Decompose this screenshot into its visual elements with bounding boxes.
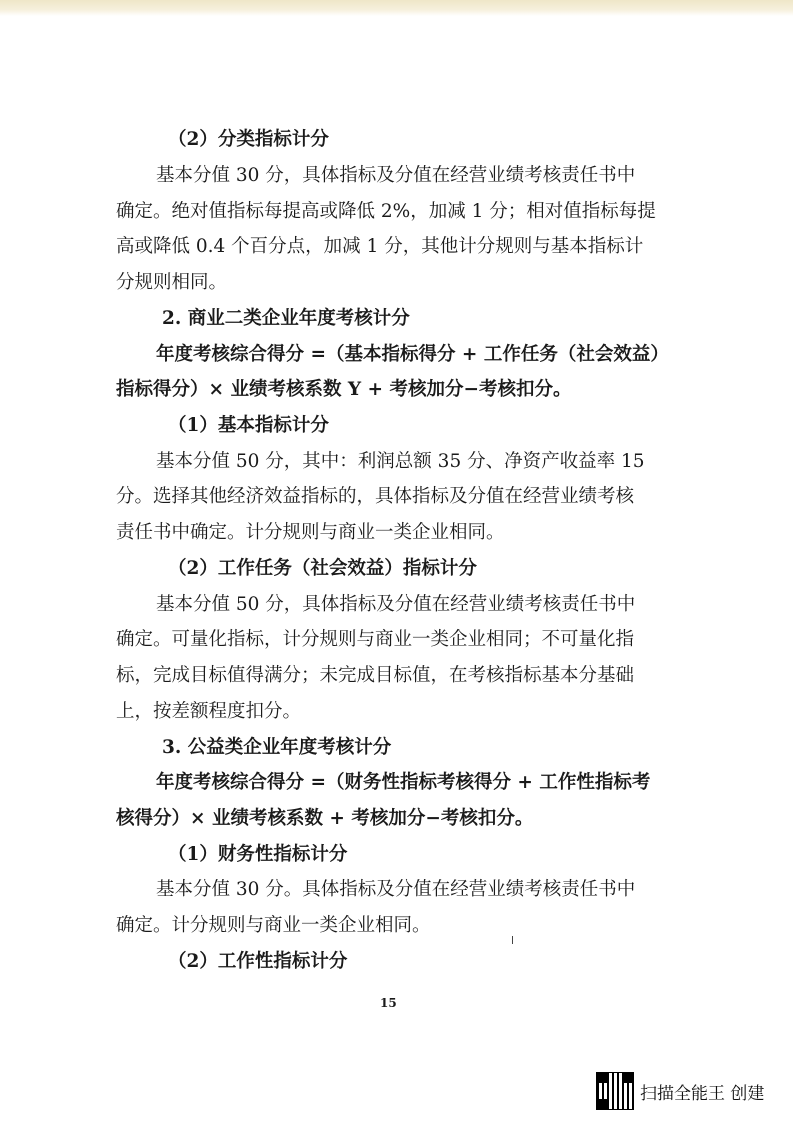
paragraph-line: 确定。计分规则与商业一类企业相同。 (116, 915, 431, 936)
paragraph-line: 基本分值 30 分。具体指标及分值在经营业绩考核责任书中 (156, 879, 636, 900)
heading-task-scoring: （2）工作任务（社会效益）指标计分 (168, 558, 477, 579)
page-number: 15 (380, 996, 397, 1010)
paragraph-line: 标，完成目标值得满分；未完成目标值，在考核指标基本分基础 (116, 665, 635, 686)
heading-classification-scoring: （2）分类指标计分 (168, 129, 329, 150)
paragraph-line: 确定。可量化指标，计分规则与商业一类企业相同；不可量化指 (116, 629, 635, 650)
paragraph-line: 基本分值 50 分，其中：利润总额 35 分、净资产收益率 15 (156, 451, 645, 472)
formula-line: 年度考核综合得分 =（基本指标得分 + 工作任务（社会效益） (156, 344, 669, 365)
formula-line: 指标得分）× 业绩考核系数 Y + 考核加分−考核扣分。 (116, 379, 572, 400)
heading-basic-scoring: （1）基本指标计分 (168, 415, 329, 436)
paragraph-line: 上，按差额程度扣分。 (116, 701, 302, 722)
scan-mark (512, 936, 513, 944)
heading-financial-scoring: （1）财务性指标计分 (168, 844, 348, 865)
heading-work-scoring: （2）工作性指标计分 (168, 951, 348, 972)
paragraph-line: 分。选择其他经济效益指标的，具体指标及分值在经营业绩考核 (116, 486, 635, 507)
paragraph-line: 基本分值 50 分，具体指标及分值在经营业绩考核责任书中 (156, 594, 636, 615)
heading-commercial-type2: 2. 商业二类企业年度考核计分 (162, 308, 410, 329)
paragraph-line: 确定。绝对值指标每提高或降低 2%，加减 1 分；相对值指标每提 (116, 201, 656, 222)
camscanner-watermark (596, 1071, 776, 1111)
paragraph-line: 责任书中确定。计分规则与商业一类企业相同。 (116, 522, 505, 543)
paragraph-line: 高或降低 0.4 个百分点，加减 1 分，其他计分规则与基本指标计 (116, 236, 644, 257)
formula-line: 年度考核综合得分 =（财务性指标考核得分 + 工作性指标考 (156, 772, 651, 793)
watermark-text: 扫描全能王 创建 (640, 1083, 765, 1104)
paragraph-line: 分规则相同。 (116, 272, 228, 293)
qr-code-icon (596, 1072, 634, 1110)
paragraph-line: 基本分值 30 分，具体指标及分值在经营业绩考核责任书中 (156, 165, 636, 186)
formula-line: 核得分）× 业绩考核系数 + 考核加分−考核扣分。 (116, 808, 534, 829)
heading-public-welfare: 3. 公益类企业年度考核计分 (162, 737, 392, 758)
